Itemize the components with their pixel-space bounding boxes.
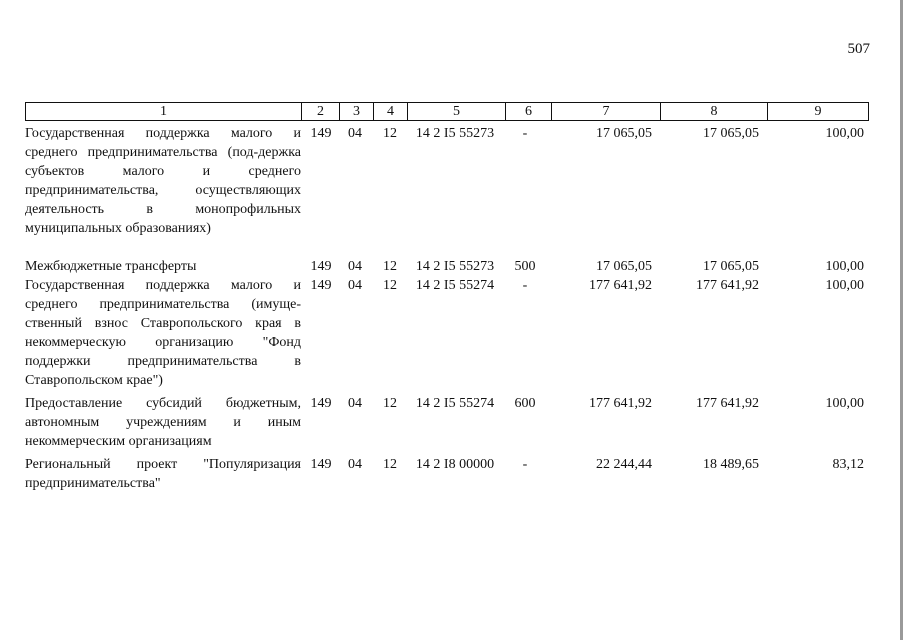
header-cell: 2 <box>302 103 340 121</box>
table-row <box>25 394 868 451</box>
cell-actual: 17 065,05 <box>703 126 759 141</box>
cell-target-article: 14 2 I5 55274 <box>415 396 495 411</box>
header-cell: 4 <box>374 103 408 121</box>
header-cell: 6 <box>506 103 552 121</box>
header-cell: 5 <box>408 103 506 121</box>
cell-plan: 22 244,44 <box>596 457 652 472</box>
cell-ministry-code: 149 <box>310 396 332 411</box>
cell-subsection: 12 <box>383 396 397 411</box>
table-row <box>25 276 868 390</box>
cell-plan: 177 641,92 <box>589 396 652 411</box>
cell-percent: 100,00 <box>825 278 864 293</box>
cell-subsection: 12 <box>383 457 397 472</box>
row-name: Региональный проект "Популяризация предпринимательства" <box>25 457 301 491</box>
page-number: 507 <box>847 41 870 57</box>
cell-percent: 100,00 <box>825 259 864 274</box>
header-cell: 7 <box>552 103 661 121</box>
cell-target-article: 14 2 I5 55273 <box>415 126 495 141</box>
cell-ministry-code: 149 <box>310 457 332 472</box>
cell-actual: 17 065,05 <box>703 259 759 274</box>
cell-actual: 177 641,92 <box>696 278 759 293</box>
header-cell: 1 <box>26 103 302 121</box>
cell-section: 04 <box>348 396 362 411</box>
cell-percent: 83,12 <box>832 457 864 472</box>
row-name: Предоставление субсидий бюджетным, автономным учреждениям и иным некоммерческим организациям <box>25 396 301 449</box>
row-name: Государственная поддержка малого и среднего предпринимательства (имуще-ственный взнос Ставропольского края в некоммерческую организацию "Фонд поддержки предпринимательства в Ставропольском крае") <box>25 278 301 388</box>
cell-expense-type: 500 <box>514 259 536 274</box>
table-body <box>25 124 868 493</box>
cell-ministry-code: 149 <box>310 259 332 274</box>
cell-subsection: 12 <box>383 278 397 293</box>
cell-plan: 177 641,92 <box>589 278 652 293</box>
cell-section: 04 <box>348 278 362 293</box>
table-row <box>25 257 868 276</box>
cell-target-article: 14 2 I5 55273 <box>415 259 495 274</box>
cell-subsection: 12 <box>383 259 397 274</box>
cell-actual: 177 641,92 <box>696 396 759 411</box>
header-row <box>26 103 869 121</box>
cell-target-article: 14 2 I8 00000 <box>415 457 495 472</box>
row-name: Государственная поддержка малого и среднего предпринимательства (под-держка субъектов малого и среднего предпринимательства, осуществляющих деятельность в монопрофильных муниципальных образованиях) <box>25 126 301 236</box>
cell-expense-type: - <box>522 457 528 472</box>
cell-ministry-code: 149 <box>310 126 332 141</box>
cell-percent: 100,00 <box>825 396 864 411</box>
cell-actual: 18 489,65 <box>703 457 759 472</box>
header-cell: 8 <box>661 103 768 121</box>
cell-section: 04 <box>348 126 362 141</box>
cell-ministry-code: 149 <box>310 278 332 293</box>
cell-expense-type: 600 <box>514 396 536 411</box>
cell-plan: 17 065,05 <box>596 126 652 141</box>
header-cell: 3 <box>340 103 374 121</box>
header-cell: 9 <box>768 103 869 121</box>
cell-expense-type: - <box>522 126 528 141</box>
cell-percent: 100,00 <box>825 126 864 141</box>
cell-plan: 17 065,05 <box>596 259 652 274</box>
column-header-table <box>25 102 869 121</box>
cell-expense-type: - <box>522 278 528 293</box>
cell-subsection: 12 <box>383 126 397 141</box>
table-row <box>25 455 868 493</box>
cell-target-article: 14 2 I5 55274 <box>415 278 495 293</box>
cell-section: 04 <box>348 259 362 274</box>
cell-section: 04 <box>348 457 362 472</box>
row-name: Межбюджетные трансферты <box>25 259 197 274</box>
table-row <box>25 124 868 238</box>
